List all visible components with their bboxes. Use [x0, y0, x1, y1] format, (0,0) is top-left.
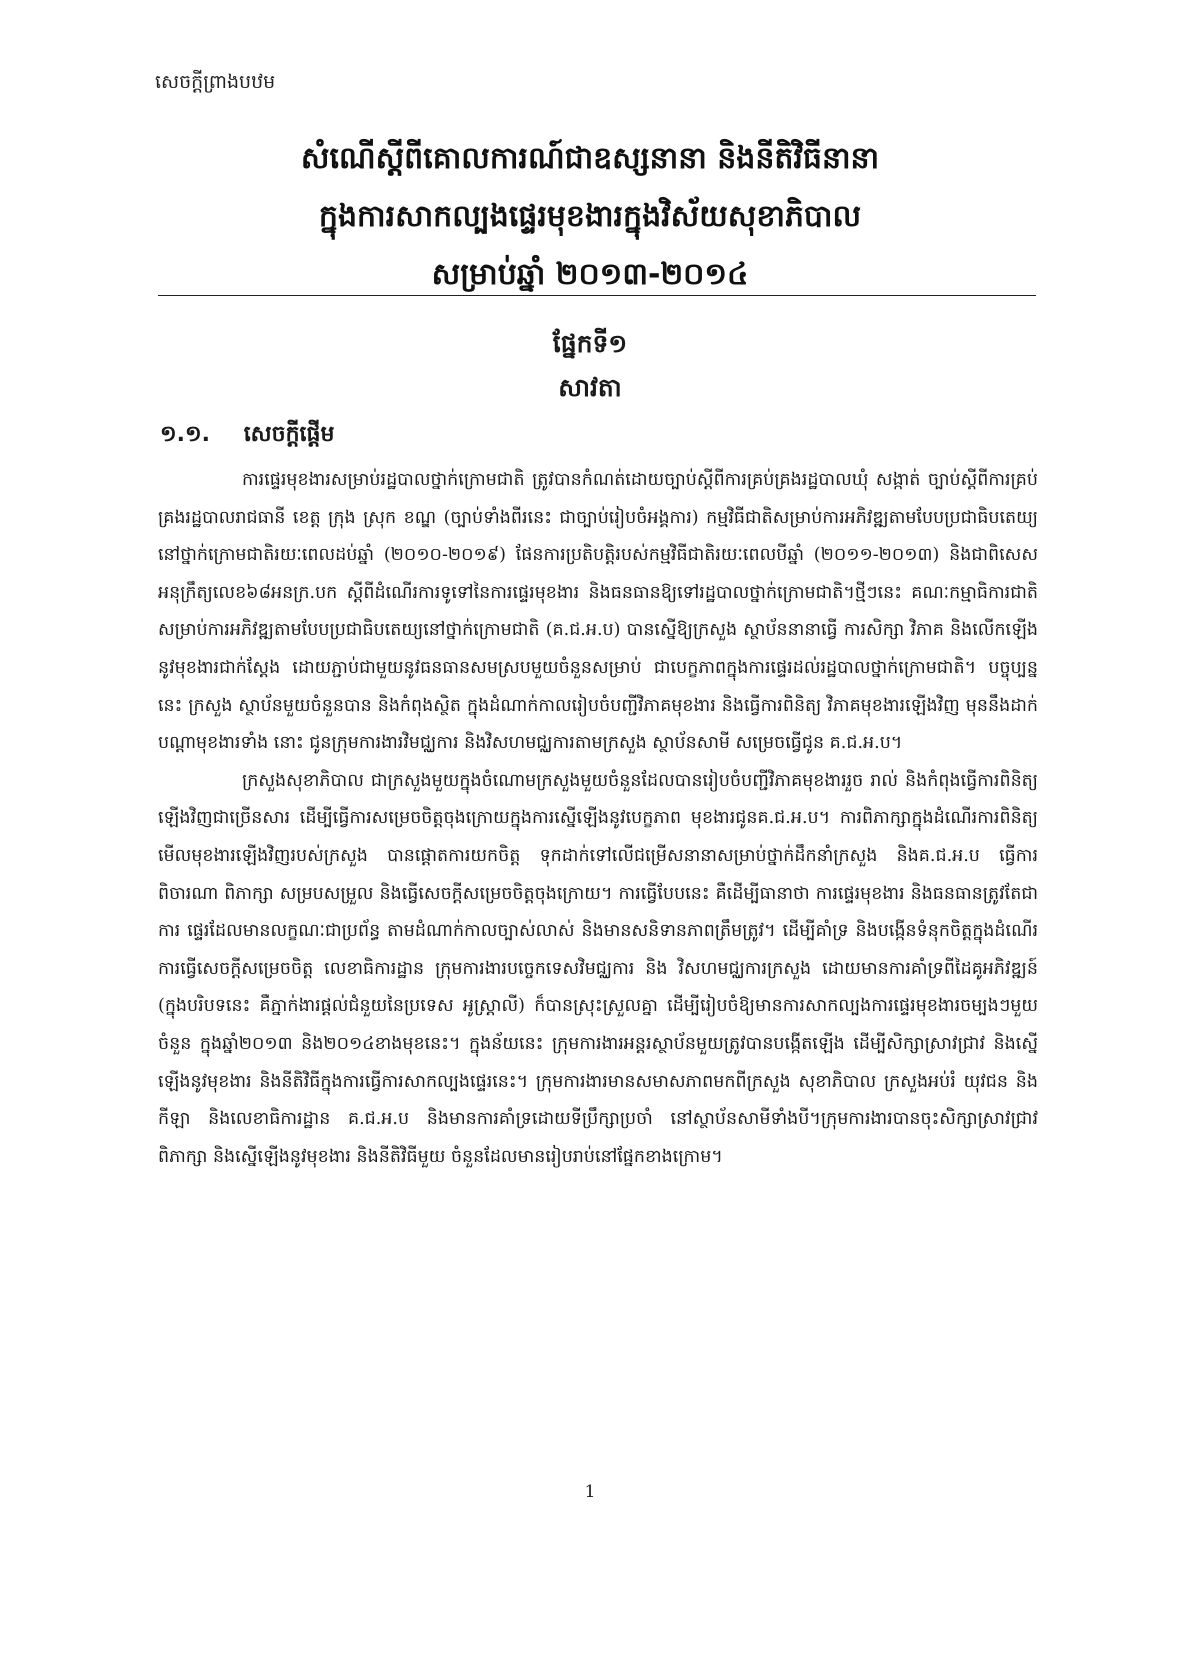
section-number: ១.១.	[160, 422, 211, 447]
draft-label: សេចក្ដីព្រាងបឋម	[155, 71, 276, 93]
section-heading	[160, 420, 334, 452]
chapter-subtitle: សាវតា	[558, 373, 622, 402]
paragraph-1: ការផ្ទេរមុខងារសម្រាប់រដ្ឋបាលថ្នាក់ក្រោមជាតិ ត្រូវបានកំណត់ដោយច្បាប់ស្ដីពីការគ្រប់គ្រងរដ្ឋបាលឃុំ សង្កាត់ ច្បាប់ស្ដីពីការគ្រប់គ្រងរដ្ឋបាលរាជធានី ខេត្ត ក្រុង ស្រុក ខណ្ឌ (ច្បាប់ទាំងពីរនេះ ជាច្បាប់រៀបចំអង្គការ) កម្មវិធីជាតិសម្រាប់ការអភិវឌ្ឍតាមបែបប្រជាធិបតេយ្យនៅថ្នាក់ក្រោមជាតិរយៈពេលដប់ឆ្នាំ (២០១០-២០១៩) ផែនការប្រតិបត្តិរបស់កម្មវិធីជាតិរយៈពេលបីឆ្នាំ (២០១១-២០១៣) និងជាពិសេសអនុក្រឹត្យលេខ៦៨អនក្រ.បក ស្ដីពីដំណើរការទូទៅនៃការផ្ទេរមុខងារ និងធនធានឱ្យទៅរដ្ឋបាលថ្នាក់ក្រោមជាតិ។ថ្មីៗនេះ គណៈកម្មាធិការជាតិ សម្រាប់ការអភិវឌ្ឍតាមបែបប្រជាធិបតេយ្យនៅថ្នាក់ក្រោមជាតិ (គ.ជ.អ.ប) បានស្នើឱ្យក្រសួង ស្ថាប័ននានាធ្វើ ការសិក្សា វិភាគ និងលើកឡើងនូវមុខងារជាក់ស្ដែង ដោយភ្ជាប់ជាមួយនូវធនធានសមស្របមួយចំនួនសម្រាប់ ជាបេក្ខភាពក្នុងការផ្ទេរដល់រដ្ឋបាលថ្នាក់ក្រោមជាតិ។ បច្ចុប្បន្ននេះ ក្រសួង ស្ថាប័នមួយចំនួនបាន និងកំពុងស្ថិត ក្នុងដំណាក់កាលរៀបចំបញ្ជីវិភាគមុខងារ និងធ្វើការពិនិត្យ វិភាគមុខងារឡើងវិញ មុននឹងដាក់បណ្ដាមុខងារទាំង នោះ ជូនក្រុមការងារវិមជ្ឈការ និងវិសហមជ្ឈការតាមក្រសួង ស្ថាប័នសាមី សម្រេចធ្វើជូន គ.ជ.អ.ប។	[158, 470, 1038, 754]
chapter-label: ផ្នែកទី១	[552, 329, 628, 358]
title-line-2: ក្នុងការសាកល្បងផ្ទេរមុខងារក្នុងវិស័យសុខាភិបាល	[318, 199, 862, 234]
page-number: 1	[584, 1482, 596, 1502]
title-line-1: សំណើស្ដីពីគោលការណ៍ជាឧស្សនានា និងនីតិវិធីនានា	[300, 141, 880, 176]
chapter-heading	[150, 322, 1030, 410]
title-line-3: សម្រាប់ឆ្នាំ ២០១៣-២០១៤	[431, 257, 749, 292]
document-title	[150, 130, 1030, 304]
body-text	[158, 462, 1038, 1176]
paragraph-2: ក្រសួងសុខាភិបាល ជាក្រសួងមួយក្នុងចំណោមក្រសួងមួយចំនួនដែលបានរៀបចំបញ្ជីវិភាគមុខងាររួច រាល់ និងកំពុងធ្វើការពិនិត្យឡើងវិញជាច្រើនសារ ដើម្បីធ្វើការសម្រេចចិត្តចុងក្រោយក្នុងការស្នើឡើងនូវបេក្ខភាព មុខងារជូនគ.ជ.អ.ប។ ការពិភាក្សាក្នុងដំណើរការពិនិត្យមើលមុខងារឡើងវិញរបស់ក្រសួង បានផ្ដោតការយកចិត្ត ទុកដាក់ទៅលើជម្រើសនានាសម្រាប់ថ្នាក់ដឹកនាំក្រសួង និងគ.ជ.អ.ប ធ្វើការពិចារណា ពិភាក្សា សម្របសម្រួល និងធ្វើសេចក្ដីសម្រេចចិត្តចុងក្រោយ។ ការធ្វើបែបនេះ គឺដើម្បីធានាថា ការផ្ទេរមុខងារ និងធនធានត្រូវតែជាការ ផ្ទេរដែលមានលក្ខណៈជាប្រព័ន្ធ តាមដំណាក់កាលច្បាស់លាស់ និងមានសនិទានភាពត្រឹមត្រូវ។ ដើម្បីគាំទ្រ និងបង្កើនទំនុកចិត្តក្នុងដំណើរការធ្វើសេចក្ដីសម្រេចចិត្ត លេខាធិការដ្ឋាន ក្រុមការងារបច្ចេកទេសវិមជ្ឈការ និង វិសហមជ្ឈការក្រសួង ដោយមានការគាំទ្រពីដៃគូអភិវឌ្ឍន៍ (ក្នុងបរិបទនេះ គឺភ្នាក់ងារផ្ដល់ជំនួយនៃប្រទេស អូស្ត្រាលី) ក៏បានស្រុះស្រួលគ្នា ដើម្បីរៀបចំឱ្យមានការសាកល្បងការផ្ទេរមុខងារចម្បងៗមួយចំនួន ក្នុងឆ្នាំ២០១៣ និង២០១៤ខាងមុខនេះ។ ក្នុងន័យនេះ ក្រុមការងារអន្តរស្ថាប័នមួយត្រូវបានបង្កើតឡើង ដើម្បីសិក្សាស្រាវជ្រាវ និងស្នើឡើងនូវមុខងារ និងនីតិវិធីក្នុងការធ្វើការសាកល្បងផ្ទេរនេះ។ ក្រុមការងារមានសមាសភាពមកពីក្រសួង សុខាភិបាល ក្រសួងអប់រំ យុវជន និងកីឡា និងលេខាធិការដ្ឋាន គ.ជ.អ.ប និងមានការគាំទ្រដោយទីប្រឹក្សាប្រចាំ នៅស្ថាប័នសាមីទាំងបី។ក្រុមការងារបានចុះសិក្សាស្រាវជ្រាវ ពិភាក្សា និងស្នើឡើងនូវមុខងារ និងនីតិវិធីមួយ ចំនួនដែលមានរៀបរាប់នៅផ្នែកខាងក្រោម។	[158, 770, 1038, 1167]
section-title: សេចក្ដីផ្ដើម	[243, 422, 335, 447]
title-divider	[158, 295, 1036, 296]
